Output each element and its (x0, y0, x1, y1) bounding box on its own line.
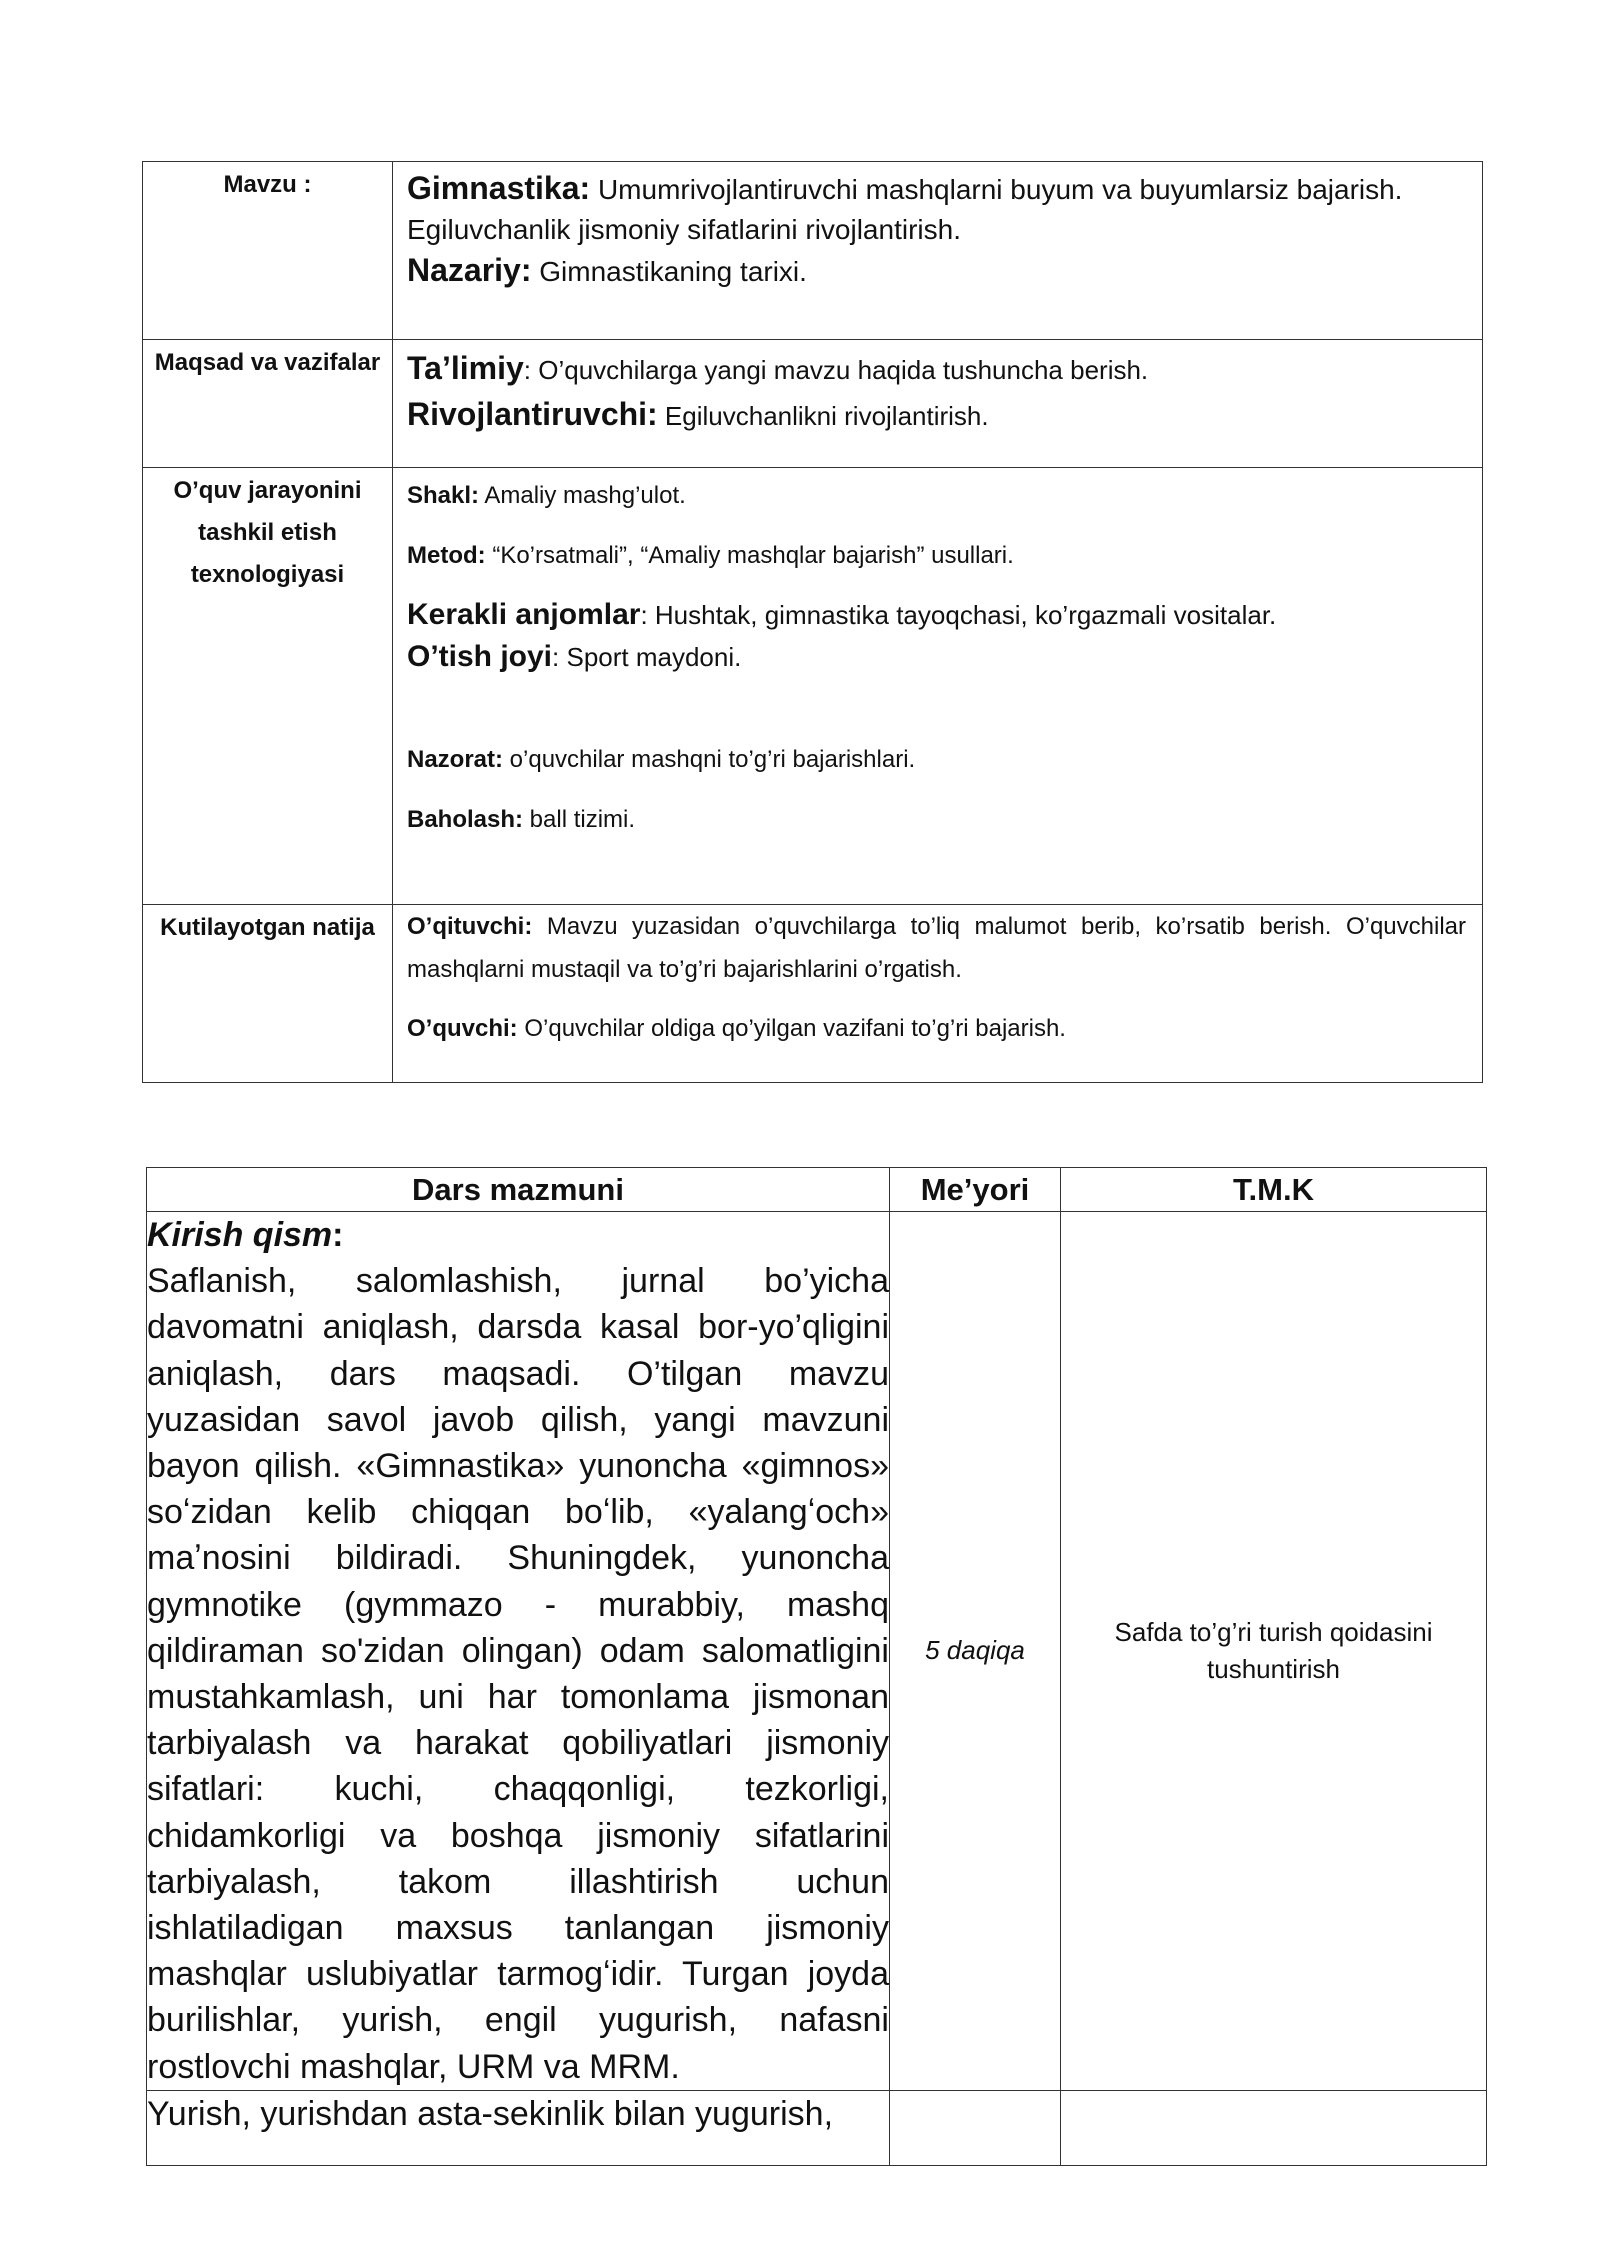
joy-heading: O’tish joyi (407, 640, 553, 673)
nazorat-heading: Nazorat: (407, 746, 504, 773)
mavzu-line-1-text: Umumrivojlantiruvchi mashqlarni buyum va buyumlarsiz bajarish. (590, 174, 1403, 205)
mavzu-line-3 (407, 250, 1466, 292)
yurish-tmk (1061, 2090, 1487, 2165)
oqituvchi-line (407, 905, 1466, 991)
oquvchi-heading: O’quvchi: (407, 1015, 518, 1042)
kirish-meyori: 5 daqiqa (890, 1212, 1061, 2091)
kirish-content (147, 1212, 890, 2091)
lesson-content-table (146, 1167, 1487, 2166)
maqsad-content (393, 340, 1483, 468)
nazariy-heading: Nazariy: (407, 252, 532, 288)
yurish-meyori (890, 2090, 1061, 2165)
oqituvchi-text: Mavzu yuzasidan o’quvchilarga to’liq malumot berib, ko’rsatib berish. O’quvchilar mashqlarni mustaqil va to’g’ri bajarishlarini o’rgatish. (407, 913, 1466, 983)
rivojlantiruvchi-line (407, 392, 1466, 438)
yurish-row (147, 2090, 1487, 2165)
mavzu-line-2: Egiluvchanlik jismoniy sifatlarini rivojlantirish. (407, 214, 961, 245)
shakl-text: Amaliy mashg’ulot. (479, 482, 686, 509)
baholash-text: ball tizimi. (523, 806, 636, 833)
oquvchi-text: O’quvchilar oldiga qo’yilgan vazifani to’g’ri bajarish. (517, 1015, 1066, 1042)
natija-label: Kutilayotgan natija (143, 905, 393, 1083)
natija-content (393, 905, 1483, 1083)
kirish-tmk (1061, 1212, 1487, 2091)
kirish-text: Saflanish, salomlashish, jurnal bo’yicha davomatni aniqlash, darsda kasal bor-yo’qligini aniqlash, dars maqsadi. O’tilgan mavzu yuzasidan savol javob qilish, yangi mavzuni bayon qilish. «Gimnastika» yunoncha «gimnos» soʻzidan kelib chiqqan boʻlib, «yalangʻoch» maʼnosini bildiradi. Shuningdek, yunoncha gymnotike (gymmazo - murabbiy, mashq qildiraman so'zidan olingan) odam salomatligini mustahkamlash, uni har tomonlama jismonan tarbiyalash va harakat qobiliyatlari jismoniy sifatlari: kuchi, chaqqonligi, tezkorligi, chidamkorligi va boshqa jismoniy sifatlarini tarbiyalash, takom illashtirish uchun ishlatiladigan maxsus tanlangan jismoniy mashqlar uslubiyatlar tarmogʻidir. Turgan joyda burilishlar, yurish, engil yugurish, nafasni rostlovchi mashqlar, URM va MRM. (147, 1262, 889, 2086)
anjom-heading: Kerakli anjomlar (407, 598, 641, 631)
nazorat-line (407, 738, 1466, 782)
texnologiya-row (143, 468, 1483, 905)
baholash-heading: Baholash: (407, 806, 524, 833)
metod-line (407, 534, 1466, 578)
shakl-heading: Shakl: (407, 482, 480, 509)
rivojlantiruvchi-text: Egiluvchanlikni rivojlantirish. (657, 401, 989, 431)
mavzu-content (393, 162, 1483, 340)
talimiy-line (407, 346, 1466, 392)
gimnastika-heading: Gimnastika: (407, 170, 591, 206)
anjom-line (407, 594, 1466, 636)
maqsad-row (143, 340, 1483, 468)
nazorat-text: o’quvchilar mashqni to’g’ri bajarishlari. (503, 746, 916, 773)
talimiy-heading: Ta’limiy (407, 350, 524, 386)
metod-text: “Ko’rsatmali”, “Amaliy mashqlar bajarish” usullari. (485, 542, 1014, 569)
maqsad-label: Maqsad va vazifalar (143, 340, 393, 468)
joy-text: : Sport maydoni. (552, 642, 742, 672)
mavzu-line-3-text: Gimnastikaning tarixi. (531, 256, 807, 287)
kirish-heading-colon: : (332, 1216, 344, 1254)
kirish-tmk-text: Safda to’g’ri turish qoidasini tushuntirish (1114, 1616, 1433, 1684)
oquvchi-line (407, 1007, 1466, 1051)
header-dars-mazmuni: Dars mazmuni (147, 1168, 890, 1212)
texnologiya-label: O’quv jarayonini tashkil etish texnologiyasi (143, 468, 393, 905)
anjom-text: : Hushtak, gimnastika tayoqchasi, ko’rgazmali vositalar. (640, 600, 1277, 630)
texnologiya-content (393, 468, 1483, 905)
baholash-line (407, 798, 1466, 842)
yurish-content: Yurish, yurishdan asta-sekinlik bilan yugurish, (147, 2090, 890, 2165)
header-tmk: T.M.K (1061, 1168, 1487, 1212)
lesson-info-table (142, 161, 1483, 1083)
content-header-row (147, 1168, 1487, 1212)
oqituvchi-heading: O’qituvchi: (407, 913, 533, 940)
mavzu-line-1 (407, 168, 1466, 210)
kirish-heading: Kirish qism (147, 1216, 333, 1254)
shakl-line (407, 474, 1466, 518)
kirish-heading-line (147, 1212, 889, 1258)
natija-row (143, 905, 1483, 1083)
metod-heading: Metod: (407, 542, 486, 569)
header-meyori: Me’yori (890, 1168, 1061, 1212)
mavzu-row (143, 162, 1483, 340)
talimiy-text: : O’quvchilarga yangi mavzu haqida tushuncha berish. (523, 355, 1149, 385)
kirish-row (147, 1212, 1487, 2091)
joy-line (407, 636, 1466, 678)
rivojlantiruvchi-heading: Rivojlantiruvchi: (407, 396, 658, 432)
mavzu-label: Mavzu : (143, 162, 393, 340)
